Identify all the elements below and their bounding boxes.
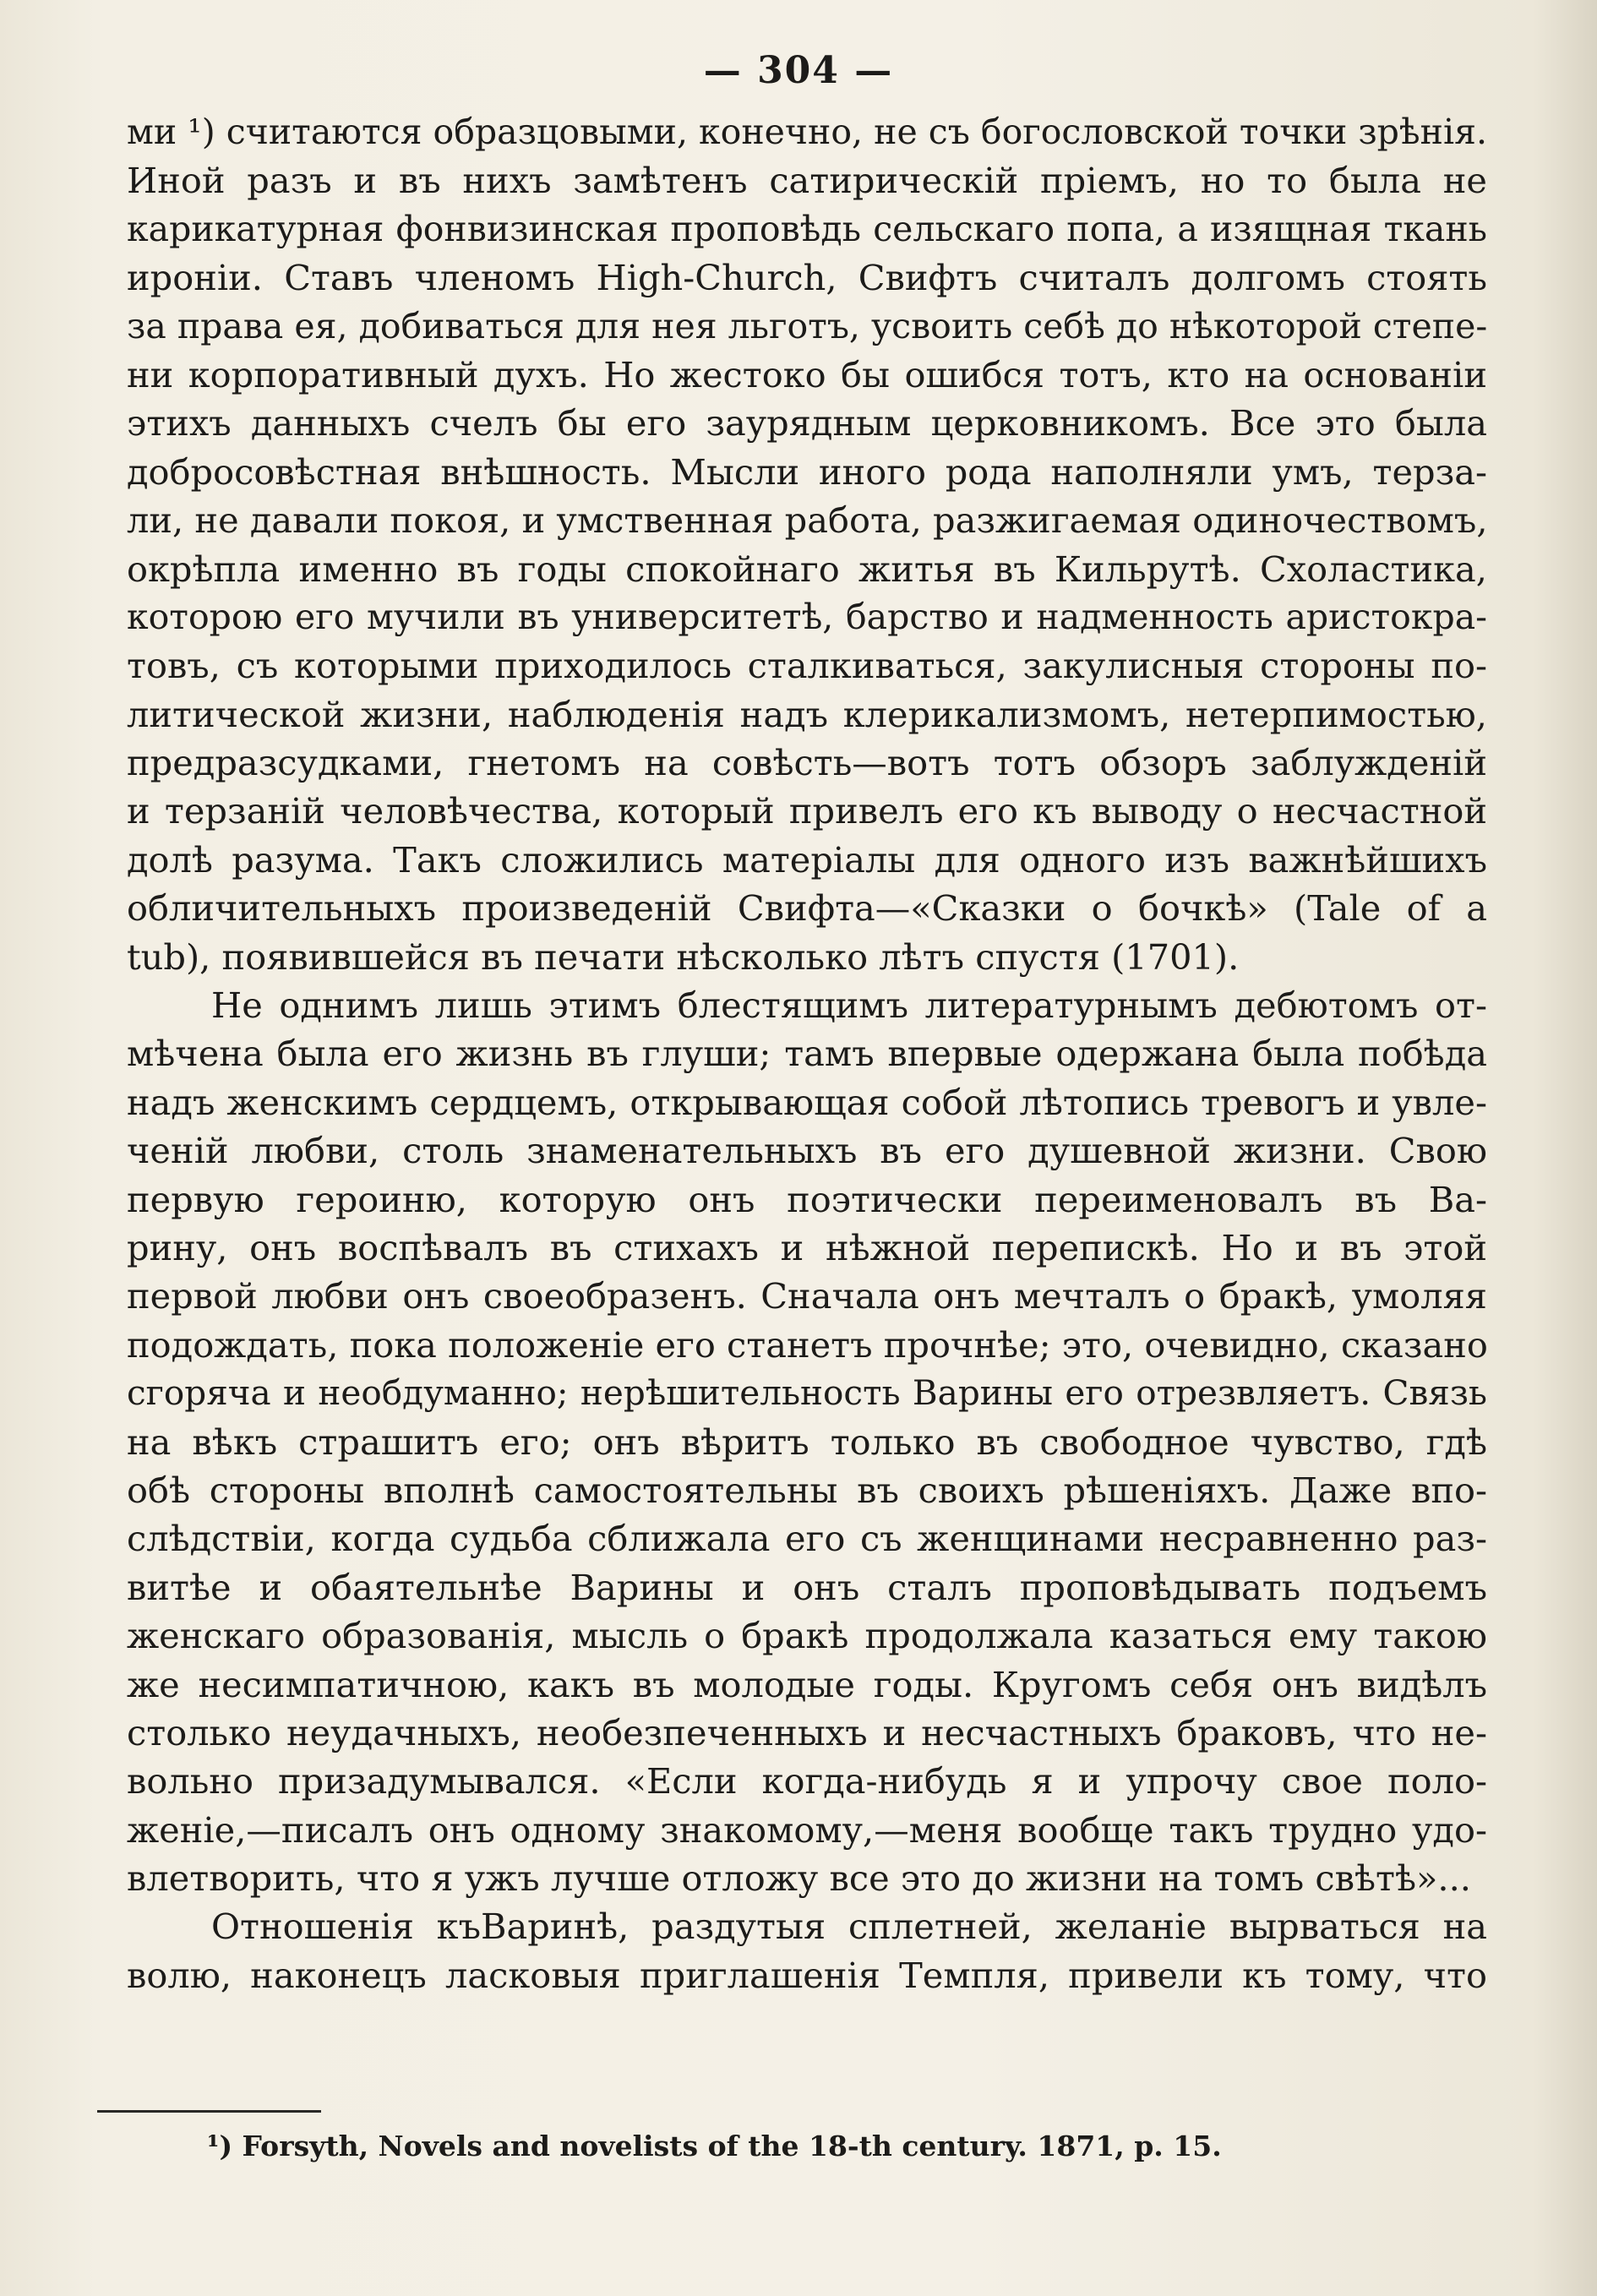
text-line: tub), появившейся въ печати нѣсколько лѣтъ спустя (1701).: [127, 935, 1240, 978]
text-line: долѣ разума. Такъ сложились матеріалы для одного изъ важнѣйшихъ: [127, 838, 1487, 881]
text-line: литической жизни, наблюденія надъ клерикализмомъ, нетерпимостью,: [127, 693, 1487, 735]
text-line: добросовѣстная внѣшность. Мысли иного рода наполняли умъ, терза-: [127, 450, 1487, 493]
text-line: первой любви онъ своеобразенъ. Сначала онъ мечталъ о бракѣ, умоляя: [127, 1275, 1487, 1317]
text-line: витѣе и обаятельнѣе Варины и онъ сталъ проповѣдывать подъемъ: [127, 1566, 1487, 1608]
footnote: ¹) Forsyth, Novels and novelists of the 18-th century. 1871, p. 15.: [207, 2130, 1222, 2162]
text-line: обличительныхъ произведеній Свифта—«Сказки о бочкѣ» (Tale of a: [127, 887, 1487, 930]
text-line: ченій любви, столь знаменательныхъ въ его душевной жизни. Свою: [127, 1130, 1487, 1172]
text-line: на вѣкъ страшитъ его; онъ вѣритъ только въ свободное чувство, гдѣ: [127, 1421, 1487, 1463]
text-line: же несимпатичною, какъ въ молодые годы. Кругомъ себя онъ видѣлъ: [127, 1663, 1487, 1705]
text-line: ми ¹) считаются образцовыми, конечно, не съ богословской точки зрѣнія.: [127, 112, 1487, 152]
text-line: вольно призадумывался. «Если когда-нибудь я и упрочу свое поло-: [127, 1760, 1487, 1802]
text-line: предразсудками, гнетомъ на совѣсть—вотъ тотъ обзоръ заблужденій: [127, 742, 1487, 784]
text-line: слѣдствіи, когда судьба сближала его съ женщинами несравненно раз-: [127, 1518, 1487, 1560]
text-line: женіе,—писалъ онъ одному знакомому,—меня вообще такъ трудно удо-: [127, 1808, 1487, 1851]
text-line: ли, не давали покоя, и умственная работа, разжигаемая одиночествомъ,: [127, 499, 1488, 542]
text-line: рину, онъ воспѣвалъ въ стихахъ и нѣжной перепискѣ. Но и въ этой: [127, 1226, 1487, 1268]
footnote-divider: [97, 2110, 321, 2113]
text-line: ни корпоративный духъ. Но жестоко бы ошибся тотъ, кто на основаніи: [127, 353, 1487, 395]
text-line: первую героиню, которую онъ поэтически переименовалъ въ Ва-: [127, 1178, 1487, 1220]
page-number: — 304 —: [703, 49, 894, 92]
text-line: карикатурная фонвизинская проповѣдь сельскаго попа, а изящная ткань: [127, 208, 1487, 249]
body-text: [127, 108, 1487, 1999]
text-line: окрѣпла именно въ годы спокойнаго житья въ Кильрутѣ. Схоластика,: [127, 548, 1487, 590]
text-line: и терзаній человѣчества, который привелъ его къ выводу о несчастной: [127, 790, 1487, 832]
text-line: ироніи. Ставъ членомъ High-Church, Свифтъ считалъ долгомъ стоять: [127, 257, 1487, 299]
text-line: Не однимъ лишь этимъ блестящимъ литературнымъ дебютомъ от-: [211, 984, 1487, 1027]
text-line: надъ женскимъ сердцемъ, открывающая собой лѣтопись тревогъ и увле-: [127, 1081, 1487, 1123]
text-line: подождать, пока положеніе его станетъ прочнѣе; это, очевидно, сказано: [127, 1323, 1488, 1366]
text-line: женскаго образованія, мысль о бракѣ продолжала казаться ему такою: [127, 1615, 1487, 1657]
text-line: которою его мучили въ университетѣ, барство и надменность аристокра-: [127, 596, 1487, 637]
text-line: мѣчена была его жизнь въ глуши; тамъ впервые одержана была побѣда: [127, 1033, 1487, 1075]
text-line: этихъ данныхъ счелъ бы его заурядным церковникомъ. Все это была: [127, 402, 1487, 444]
text-line: товъ, съ которыми приходилось сталкиваться, закулисныя стороны по-: [127, 645, 1487, 687]
text-line: волю, наконецъ ласковыя приглашенія Темпля, привели къ тому, что: [127, 1954, 1487, 1996]
text-line: влетворить, что я ужъ лучше отложу все это до жизни на томъ свѣтѣ»...: [127, 1857, 1471, 1900]
text-line: сгоряча и необдуманно; нерѣшительность Варины его отрезвляетъ. Связь: [127, 1372, 1487, 1414]
text-line: Отношенія къВаринѣ, раздутыя сплетней, желаніе вырваться на: [211, 1906, 1487, 1948]
text-line: столько неудачныхъ, необезпеченныхъ и несчастныхъ браковъ, что не-: [127, 1711, 1487, 1753]
text-line: обѣ стороны вполнѣ самостоятельны въ своихъ рѣшеніяхъ. Даже впо-: [127, 1469, 1487, 1511]
text-line: за права ея, добиваться для нея льготъ, усвоить себѣ до нѣкоторой степе-: [127, 305, 1488, 346]
text-line: Иной разъ и въ нихъ замѣтенъ сатирическій пріемъ, но то была не: [127, 160, 1487, 202]
